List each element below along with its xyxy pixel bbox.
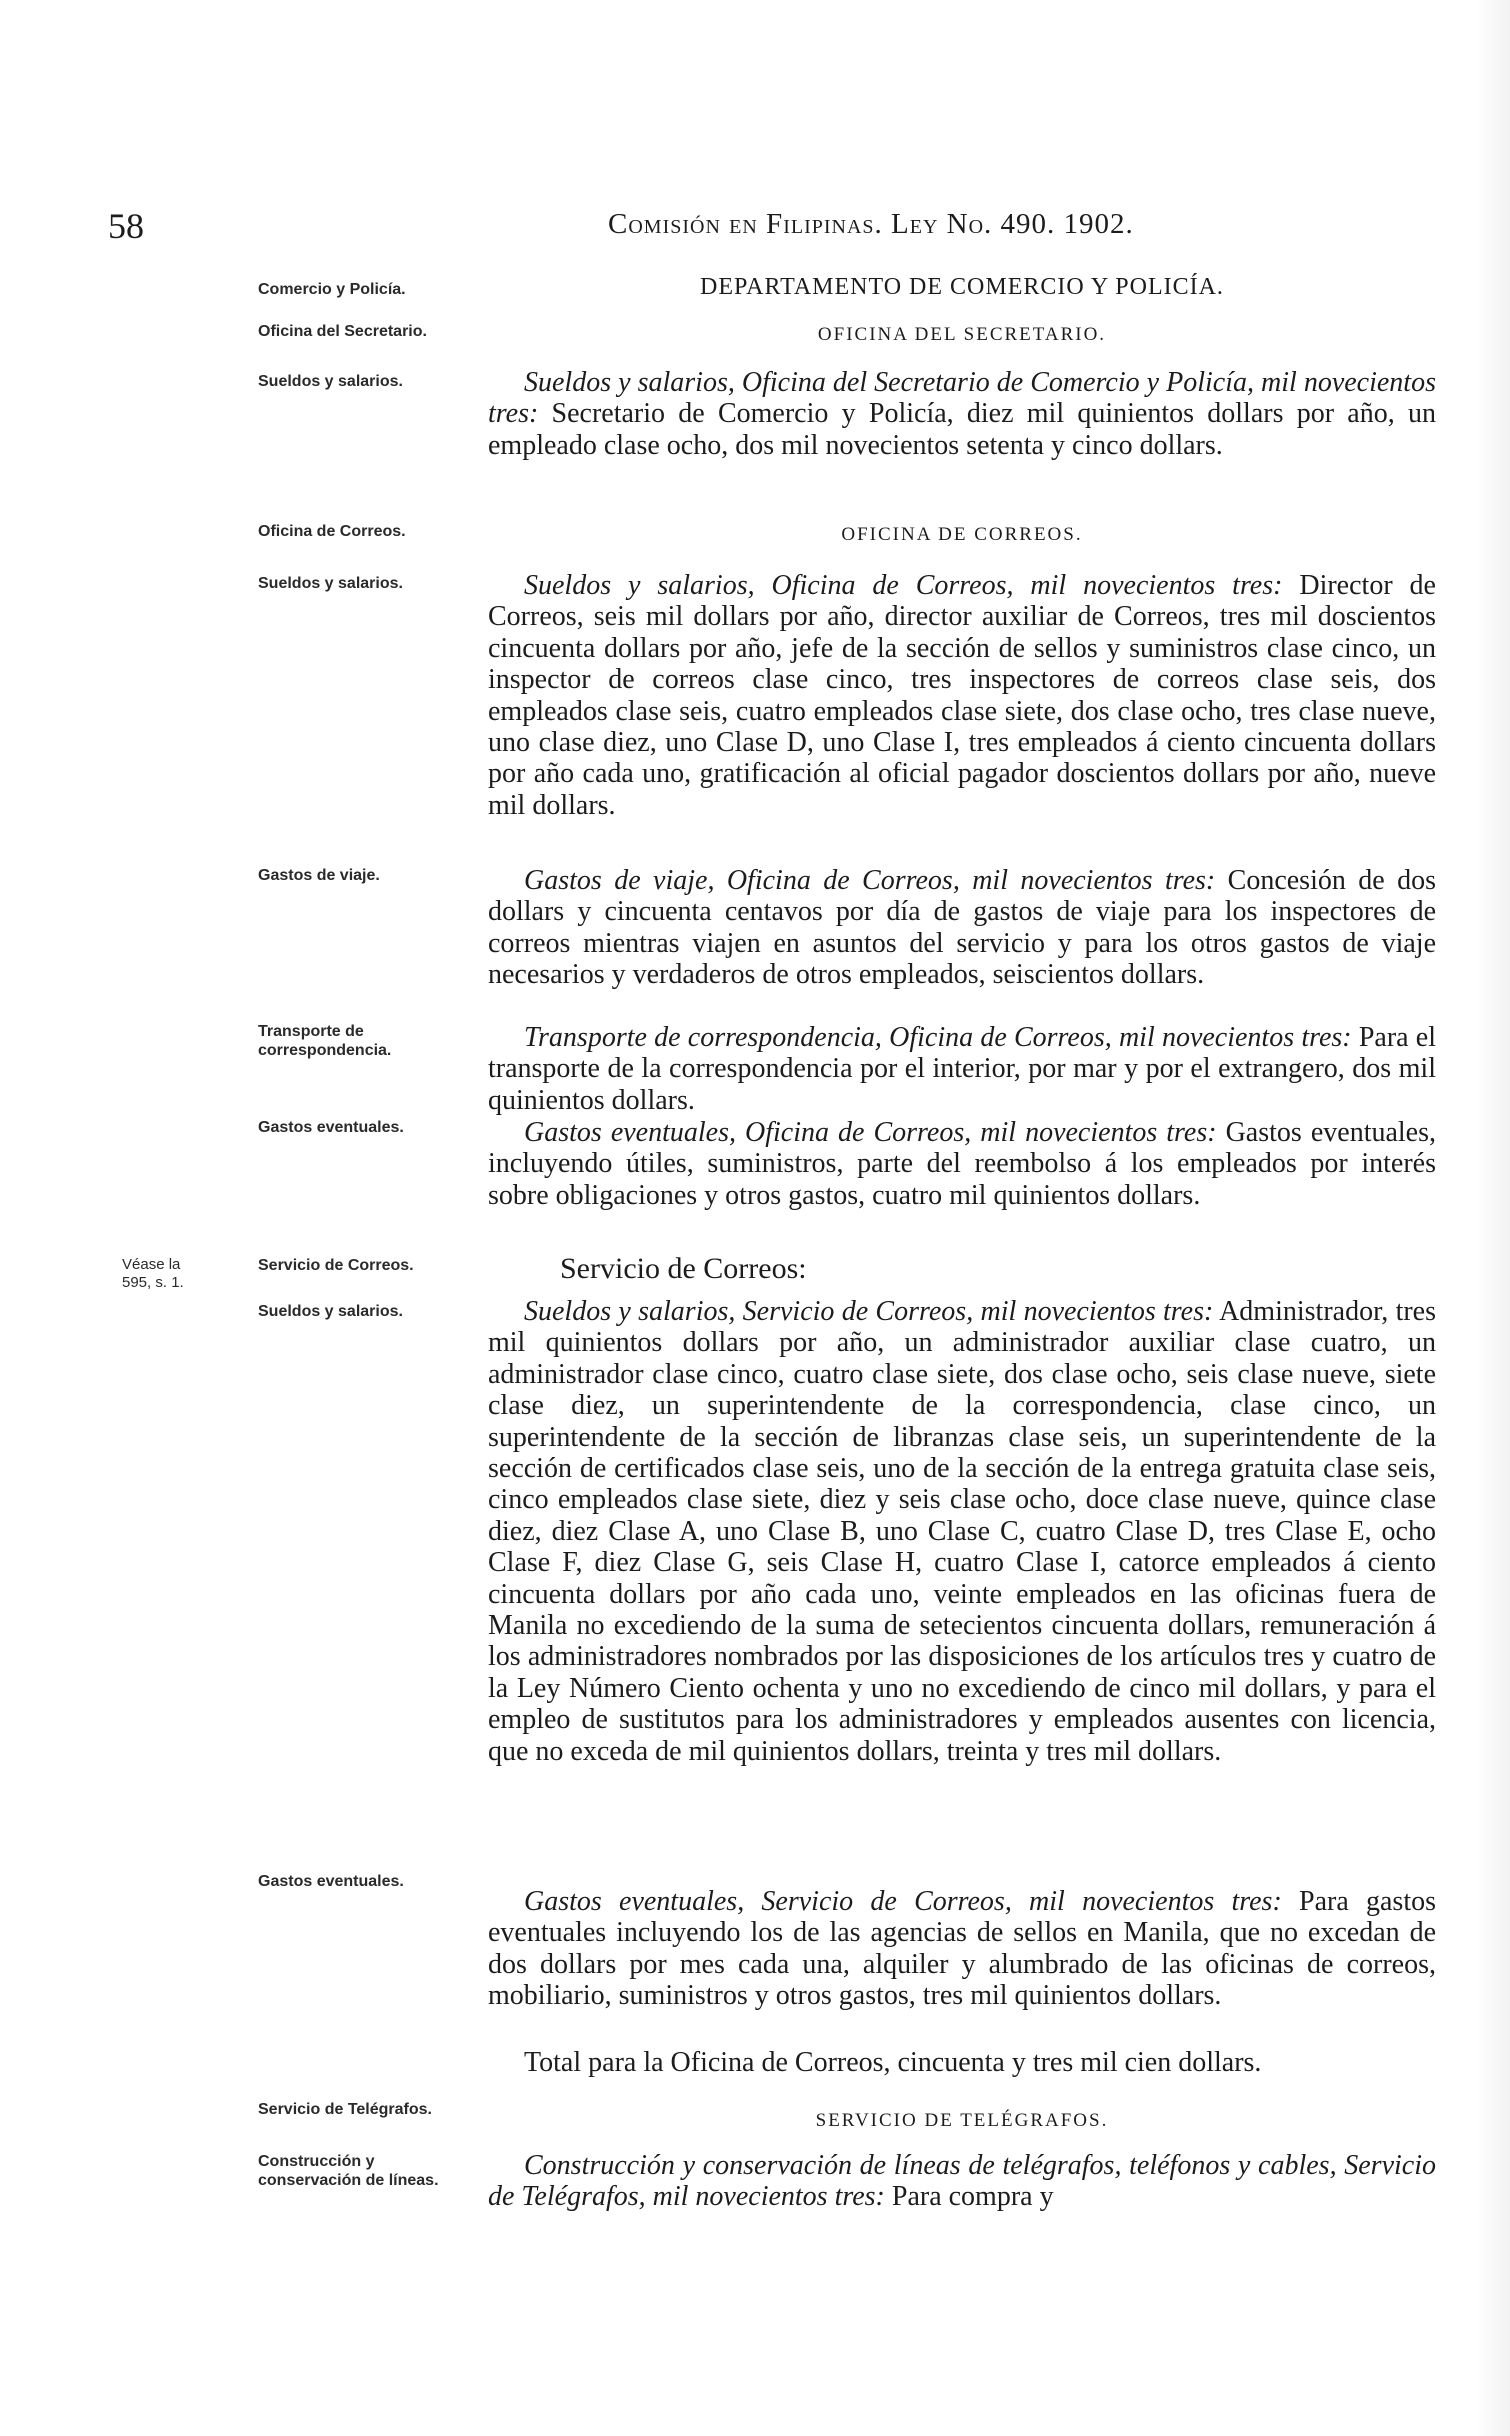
paragraph-transporte	[488, 1022, 1436, 1116]
paragraph-body: Director de Correos, seis mil dollars por año, director auxiliar de Correos, tres mil doscientos cincuenta dollars por año, jefe de la sección de sellos y suministros clase cinco, un inspector de correos clase cinco, tres inspectores de correos clase seis, dos empleados clase seis, cuatro empleados clase siete, dos clase ocho, tres clase nueve, uno clase diez, uno Clase D, uno Clase I, tres empleados á ciento cincuenta dollars por año cada uno, gratificación al oficial pagador doscientos dollars por año, nueve mil dollars.	[488, 570, 1436, 821]
paragraph-lead: Sueldos y salarios, Oficina de Correos, mil novecientos tres:	[524, 570, 1283, 601]
paragraph-body: Para gastos eventuales incluyendo los de las agencias de sellos en Manila, que no excedan de dos dollars por mes cada una, alquiler y alumbrado de las oficinas de correos, mobiliario, suministros y otros gastos, tres mil quinientos dollars.	[488, 1886, 1436, 2012]
heading-department: DEPARTAMENTO DE COMERCIO Y POLICÍA.	[700, 274, 1224, 300]
total-line: Total para la Oficina de Correos, cincuenta y tres mil cien dollars.	[524, 2047, 1262, 2078]
margin-note-transporte: Transporte de correspondencia.	[258, 1023, 392, 1059]
margin-note-sueldos-1: Sueldos y salarios.	[258, 373, 403, 390]
heading-office-secretary: OFICINA DEL SECRETARIO.	[817, 324, 1107, 345]
running-title: Comisión en Filipinas. Ley No. 490. 1902.	[608, 208, 1134, 240]
paragraph-body: Para compra y	[884, 2181, 1054, 2213]
heading-telegraph-service: SERVICIO DE TELÉGRAFOS.	[815, 2110, 1109, 2131]
paragraph-lead: Construcción y conservación de líneas de telégrafos, teléfonos y cables, Servicio de Telégrafos, mil novecientos tres:	[488, 2150, 1436, 2213]
paragraph-lead: Gastos eventuales, Oficina de Correos, mil novecientos tres:	[524, 1117, 1217, 1148]
paragraph-sueldos-servicio	[488, 1296, 1436, 1767]
heading-office-mail: OFICINA DE CORREOS.	[841, 524, 1083, 545]
paragraph-gastos-eventuales-correos	[488, 1117, 1436, 1211]
margin-note-sueldos-2: Sueldos y salarios.	[258, 575, 403, 592]
margin-note-servicio-telegrafos: Servicio de Telégrafos.	[258, 2101, 432, 2118]
paragraph-lead: Sueldos y salarios, Oficina del Secretario de Comercio y Policía, mil novecientos tres:	[488, 367, 1436, 430]
margin-note-gastos-viaje: Gastos de viaje.	[258, 867, 380, 884]
paragraph-body: Para el transporte de la correspondencia por el interior, por mar y por el extrangero, dos mil quinientos dollars.	[488, 1022, 1436, 1116]
margin-note-oficina-correos: Oficina de Correos.	[258, 523, 406, 540]
page-number: 58	[108, 206, 144, 246]
paragraph-body: Gastos eventuales, incluyendo útiles, suministros, parte del reembolso á los empleados por interés sobre obligaciones y otros gastos, cuatro mil quinientos dollars.	[488, 1117, 1437, 1211]
margin-note-gastos-eventuales-1: Gastos eventuales.	[258, 1119, 404, 1136]
paragraph-body: Concesión de dos dollars y cincuenta centavos por día de gastos de viaje para los inspectores de correos mientras viajen en asuntos del servicio y para los otros gastos de viaje necesarios y verdaderos de otros empleados, seiscientos dollars.	[488, 865, 1436, 991]
paragraph-lead: Sueldos y salarios, Servicio de Correos, mil novecientos tres:	[524, 1296, 1214, 1327]
margin-note-servicio-correos: Servicio de Correos.	[258, 1257, 414, 1274]
margin-note-comercio: Comercio y Policía.	[258, 281, 406, 298]
paragraph-lead: Transporte de correspondencia, Oficina de Correos, mil novecientos tres:	[524, 1022, 1352, 1053]
paragraph-gastos-viaje	[488, 865, 1436, 991]
paragraph-sueldos-secretario	[488, 367, 1436, 461]
paragraph-gastos-eventuales-servicio	[488, 1886, 1436, 2012]
paragraph-lead: Gastos de viaje, Oficina de Correos, mil novecientos tres:	[524, 865, 1216, 896]
paragraph-body: Administrador, tres mil quinientos dollars por año, un administrador auxiliar clase cuatro, un administrador clase cinco, cuatro clase siete, dos clase ocho, seis clase nueve, siete clase diez, un superintendente de la correspondencia, clase cinco, un superintendente de la sección de libranzas clase seis, un superintendente de la sección de certificados clase seis, uno de la sección de la entrega gratuita clase seis, cinco empleados clase siete, diez y seis clase ocho, doce clase nueve, quince clase diez, diez Clase A, uno Clase B, uno Clase C, cuatro Clase D, tres Clase E, ocho Clase F, diez Clase G, seis Clase H, cuatro Clase I, catorce empleados á ciento cincuenta dollars por año cada uno, veinte empleados en las oficinas fuera de Manila no excediendo de la suma de setecientos cincuenta dollars, remuneración á los administradores nombrados por las disposiciones de los artículos tres y cuatro de la Ley Número Ciento ochenta y uno no excediendo de cinco mil dollars, y para el empleo de sustitutos para los administradores y empleados ausentes con licencia, que no exceda de mil quinientos dollars, treinta y tres mil dollars.	[488, 1296, 1436, 1767]
paragraph-construccion	[488, 2150, 1436, 2213]
margin-note-gastos-eventuales-2: Gastos eventuales.	[258, 1873, 404, 1890]
margin-note-oficina-secretario: Oficina del Secretario.	[258, 323, 427, 340]
margin-note-sueldos-3: Sueldos y salarios.	[258, 1303, 403, 1320]
heading-mail-service: Servicio de Correos:	[560, 1252, 807, 1285]
paragraph-body: Secretario de Comercio y Policía, diez mil quinientos dollars por año, un empleado clase ocho, dos mil novecientos setenta y cinco dollars.	[488, 398, 1436, 461]
margin-note-construccion: Construcción y conservación de líneas.	[258, 2153, 439, 2189]
paragraph-lead: Gastos eventuales, Servicio de Correos, mil novecientos tres:	[524, 1886, 1282, 1917]
cross-reference-note: Véase la 595, s. 1.	[122, 1256, 184, 1291]
paragraph-sueldos-correos	[488, 570, 1436, 821]
